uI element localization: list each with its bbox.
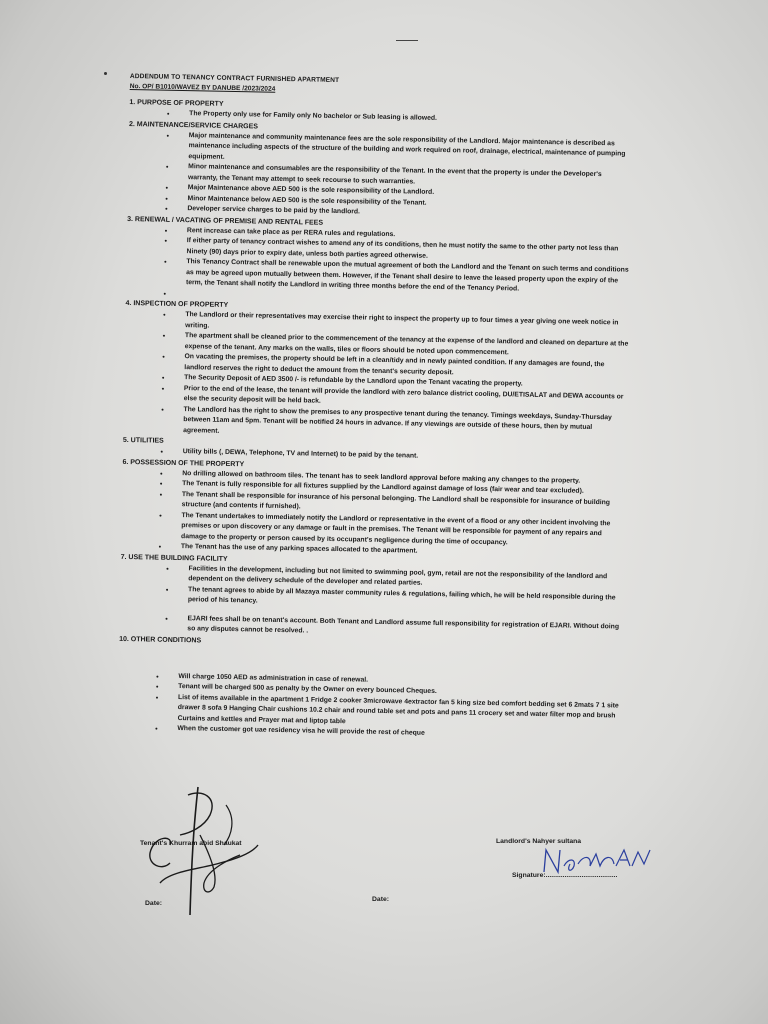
list-item: • The tenant agrees to abide by all Mazaya master community rules & regulations, failing which, he will be held responsible during the period of his tenancy. xyxy=(176,584,625,614)
section-10-heading: 10. OTHER CONDITIONS xyxy=(119,635,202,644)
list-item: • Major maintenance and community maintenance fees are the sole responsibility of the Landlord. Major maintenance is described as maintenance including aspects of the structure of the building and work required on roof, drainage, electrical, maintenance of pumping equipment. xyxy=(176,130,634,170)
list-item: • Minor Maintenance below AED 500 is the sole responsibility of the Tenant. xyxy=(175,193,632,212)
tenant-signature xyxy=(140,775,270,920)
list-item: • The Tenant shall be responsible for insurance of his personal belonging. The Landlord shall be responsible for insurance of building structure (and contents if furnished). xyxy=(170,489,627,519)
list-item: • The Tenant undertakes to immediately notify the Landlord or representative in the event of a flood or any other incident involving the premises or upon discovery or any damage or fault in the premises. The Tenant will be responsible for payment of any repairs and damage to the property or person caused by its occupant's negligence during the time of occupancy. xyxy=(169,510,627,550)
list-item: • EJARI fees shall be on tenant's account. Both Tenant and Landlord assume full responsibility for registration of EJARI. Without doing so any disputes cannot be resolved. . xyxy=(175,613,624,643)
list-item: • Tenant will be charged 500 as penalty by the Owner on every bounced Cheques. xyxy=(166,682,623,701)
section-3-list xyxy=(126,224,632,307)
landlord-signature xyxy=(540,844,660,878)
date-left-label: Date: xyxy=(145,900,162,907)
document-title: ADDENDUM TO TENANCY CONTRACT FURNISHED APARTMENT xyxy=(129,72,340,85)
section-6-list xyxy=(121,467,628,561)
list-item: • Prior to the end of the lease, the tenant will provide the landlord with zero balance district cooling, DU/ETISALAT and DEWA accounts or else the security deposit will be held back. xyxy=(172,383,629,413)
list-item: • On vacating the premises, the property should be left in a clean/tidy and in newly painted condition. If any damages are found, the landlord reserves the right to deduct the amount from the tenant's security deposit. xyxy=(172,352,629,382)
list-item: • The Security Deposit of AED 3500 /- is refundable by the Landlord upon the Tenant vacating the property. xyxy=(172,373,629,392)
stray-mark xyxy=(396,40,418,41)
list-item: • The Landlord has the right to show the premises to any prospective tenant during the tenancy. Timings weekdays, Sunday-Thursday between 11am and 5pm. Tenant will be notified 24 hours in advance. If any viewings are outside of these hours, then by mutual agreement. xyxy=(171,404,629,444)
list-item: • When the customer got uae residency visa he will provide the rest of cheque xyxy=(165,724,622,743)
list-item: • Will charge 1050 AED as administration in case of renewal. xyxy=(166,671,623,690)
section-1-heading: 1. PURPOSE OF PROPERTY xyxy=(129,98,224,108)
section-4-list xyxy=(123,309,630,445)
list-item: • The Property only use for Family only No bachelor or Sub leasing is allowed. xyxy=(177,109,634,128)
signature-line: ...................................... xyxy=(545,872,618,879)
signature-label: Signature: xyxy=(512,872,546,879)
list-item: • No drilling allowed on bathroom tiles. The tenant has to seek landlord approval before making any changes to the property. xyxy=(170,468,627,487)
section-7-heading: 7. USE THE BUILDING FACILITY xyxy=(120,553,228,563)
list-item: • If either party of tenancy contract wishes to amend any of its conditions, then he must notify the same to the other party not less than Ninety (90) days prior to expiry date, unless both parties agreed otherwise. xyxy=(174,236,631,266)
list-item: • The Tenant is fully responsible for all fixtures supplied by the Landlord against damage of loss (fair wear and tear excluded). xyxy=(170,479,627,498)
document-body xyxy=(117,72,635,743)
list-item: • The apartment shall be cleaned prior to the commencement of the tenancy at the expense of the landlord and cleaned on departure at the expense of the tenant. Any marks on the walls, tiles or floors should be noted upon commencement. xyxy=(173,331,630,361)
list-item: • Facilities in the development, including but not limited to swimming pool, gym, retail are not the responsibility of the landlord and dependent on the delivery schedule of the developer and related parties. xyxy=(176,563,625,593)
list-item: • This Tenancy Contract shall be renewable upon the mutual agreement of both the Landlord and the Tenant on such terms and conditions as may be agreed upon mutually between them. However, if the Tenant shall desire to leave the leased property upon the expiry of the term, the Tenant shall notify the Landlord in writing three months before the end of the Tenancy Period. xyxy=(174,257,632,297)
list-item: • The Tenant has the use of any parking spaces allocated to the apartment. xyxy=(169,542,626,561)
landlord-label: Landlord's Nahyer sultana xyxy=(496,838,582,845)
stray-dot xyxy=(104,72,107,75)
section-3-heading: 3. RENEWAL / VACATING OF PREMISE AND RENTAL FEES xyxy=(127,215,324,227)
section-6-heading: 6. POSSESSION OF THE PROPERTY xyxy=(122,458,245,468)
list-item: • List of items available in the apartment 1 Fridge 2 cooker 3microwave 4extractor fan 5 king size bed comfort bedding set 6 2mats 7 1 site drawer 8 sofa 9 Hanging Chair cushions 10.2 chair and round table set and pots and pans 11 crocery set and water filter mop and brush Curtains and kettles and Prayer mat and liptop table xyxy=(165,692,623,732)
list-item: • Minor maintenance and consumables are the responsibility of the Tenant. In the event that the property is under the Developer's warranty, the Tenant may attempt to seek recourse to such warranties. xyxy=(176,162,633,192)
section-10-list xyxy=(117,670,623,743)
section-2-heading: 2. MAINTENANCE/SERVICE CHARGES xyxy=(128,120,259,130)
section-2-list xyxy=(127,129,634,223)
list-item: • Major Maintenance above AED 500 is the sole responsibility of the Landlord. xyxy=(176,183,633,202)
tenant-label: Tenant's Khurram abid Shaukat xyxy=(140,840,242,847)
list-item: • Utility bills (, DEWA, Telephone, TV and Internet) to be paid by the tenant. xyxy=(171,447,628,466)
section-4-title: INSPECTION OF PROPERTY xyxy=(133,300,229,309)
list-item: • The Landlord or their representatives may exercise their right to inspect the property up to four times a year giving one week notice in writing. xyxy=(173,310,630,340)
document-reference: No. OP/ B1010/WAVEZ BY DANUBE /2023/2024 xyxy=(129,82,276,93)
section-4-number: 4. xyxy=(125,299,132,308)
date-right-label: Date: xyxy=(372,896,389,903)
list-item: • Rent increase can take place as per RERA rules and regulations. xyxy=(175,225,632,244)
section-5-heading: 5. UTILITIES xyxy=(122,436,164,445)
list-item: • Developer service charges to be paid by the landlord. xyxy=(175,204,632,223)
